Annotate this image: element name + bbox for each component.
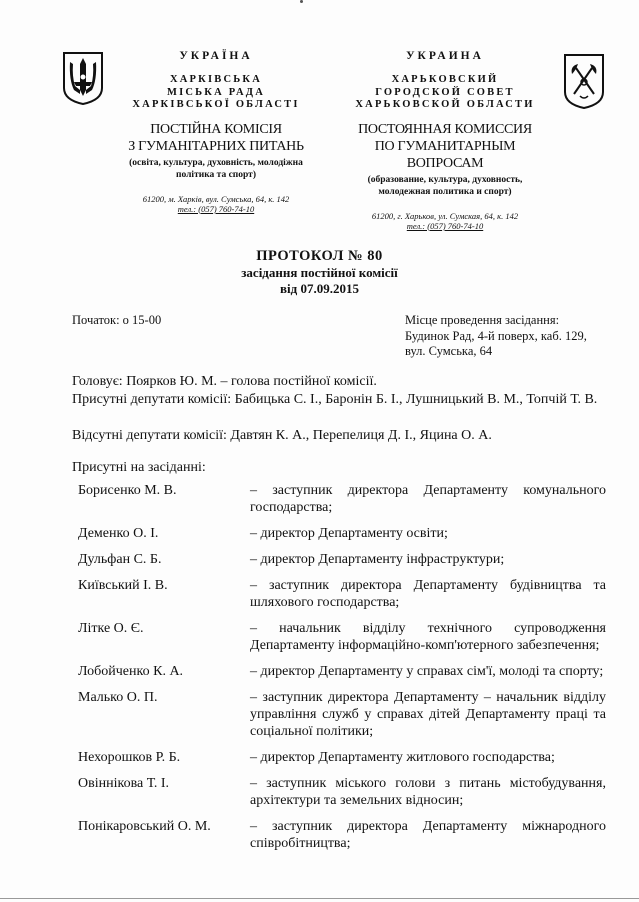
page-edge [0,898,639,899]
attendee-row [72,663,606,689]
attendee-name: Малько О. П. [78,690,158,705]
attendee-role: – начальник відділу технічного супроводження Департаменту інформаційно-комп'ютерного забезпечення; [250,621,606,653]
council-name: ХАРКІВСЬКА МІСЬКА РАДА ХАРКІВСЬКОЇ ОБЛАСТІ [132,74,300,110]
present-members: Присутні депутати комісії: Бабицька С. І., Баронін Б. І., Лушницький В. М., Топчій Т. В. [72,392,598,407]
attendee-role: – директор Департаменту інфраструктури; [250,552,505,567]
attendee-name: Лобойченко К. А. [78,664,184,679]
attendee-row [72,749,606,775]
attendee-role: – заступник міського голови з питань містобудування, архітектури та земельних відносин; [250,776,606,808]
attendee-name: Київський І. В. [78,578,168,593]
attendee-name: Деменко О. І. [78,526,159,541]
attendee-role: – директор Департаменту у справах сім'ї, молоді та спорту; [250,664,604,679]
attendee-name: Дульфан С. Б. [78,552,162,567]
attendee-role: – директор Департаменту житлового господарства; [250,750,555,765]
kharkiv-coat-of-arms-icon [562,52,606,110]
start-time: Початок: о 15-00 [72,313,162,327]
commission-subtitle: (образование, культура, духовность, молодежная политика и спорт) [367,174,523,197]
commission-address [110,194,322,214]
ukraine-trident-icon [60,50,106,106]
scan-dot [300,0,303,3]
attendees-table [72,482,606,861]
country-name: УКРАИНА [406,50,484,62]
attendee-role: – заступник директора Департаменту – начальник відділу управління служб у справах дітей Департаменту праці та соціальної політики; [250,690,606,739]
absent-members: Відсутні депутати комісії: Давтян К. А., Перепелиця Д. І., Яцина О. А. [72,428,492,443]
attendee-role: – заступник директора Департаменту комунального господарства; [250,483,606,515]
attendee-role: – директор Департаменту освіти; [250,526,448,541]
attendee-role: – заступник директора Департаменту будівництва та шляхового господарства; [250,578,606,610]
country-name: УКРАЇНА [179,50,253,62]
attendee-name: Борисенко М. В. [78,483,177,498]
meeting-venue: Місце проведення засідання: Будинок Рад, 4-й поверх, каб. 129, вул. Сумська, 64 [405,313,587,358]
attendee-row [72,577,606,620]
attendee-name: Нехорошков Р. Б. [78,750,181,765]
attendee-row [72,551,606,577]
address-line: 61200, г. Харьков, ул. Сумская, 64, к. 142 [371,210,519,221]
chairperson-line: Головує: Поярков Ю. М. – голова постійної комісії. [72,374,377,389]
commission-name: ПОСТІЙНА КОМІСІЯ З ГУМАНІТАРНИХ ПИТАНЬ [128,121,304,154]
attendees-body [72,482,606,861]
header-right [340,50,550,231]
attendee-row [72,689,606,749]
phone-line: тел.: (057) 760-74-10 [406,220,484,231]
attendee-row [72,818,606,861]
attendee-row [72,525,606,551]
protocol-title [0,248,639,297]
attendee-name: Понікаровський О. М. [78,819,211,834]
protocol-date: від 07.09.2015 [280,281,359,296]
attendee-row [72,620,606,663]
attendee-row [72,482,606,525]
phone-line: тел.: (057) 760-74-10 [177,203,255,214]
protocol-subject: засідання постійної комісії [241,265,398,280]
attendees-label: Присутні на засіданні: [72,460,206,475]
commission-name: ПОСТОЯННАЯ КОМИССИЯ ПО ГУМАНИТАРНЫМ ВОПРОСАМ [358,121,532,171]
attendee-row [72,775,606,818]
commission-subtitle: (освіта, культура, духовність, молодіжна політика та спорт) [129,157,303,180]
attendee-name: Літке О. Є. [78,621,144,636]
council-name: ХАРЬКОВСКИЙ ГОРОДСКОЙ СОВЕТ ХАРЬКОВСКОЙ ОБЛАСТИ [355,74,535,110]
protocol-number: ПРОТОКОЛ № 80 [256,248,383,264]
commission-address [340,211,550,231]
attendee-name: Овіннікова Т. І. [78,776,170,791]
header-left [110,50,322,214]
address-line: 61200, м. Харків, вул. Сумська, 64, к. 142 [142,193,290,204]
attendee-role: – заступник директора Департаменту міжнародного співробітництва; [250,819,606,851]
